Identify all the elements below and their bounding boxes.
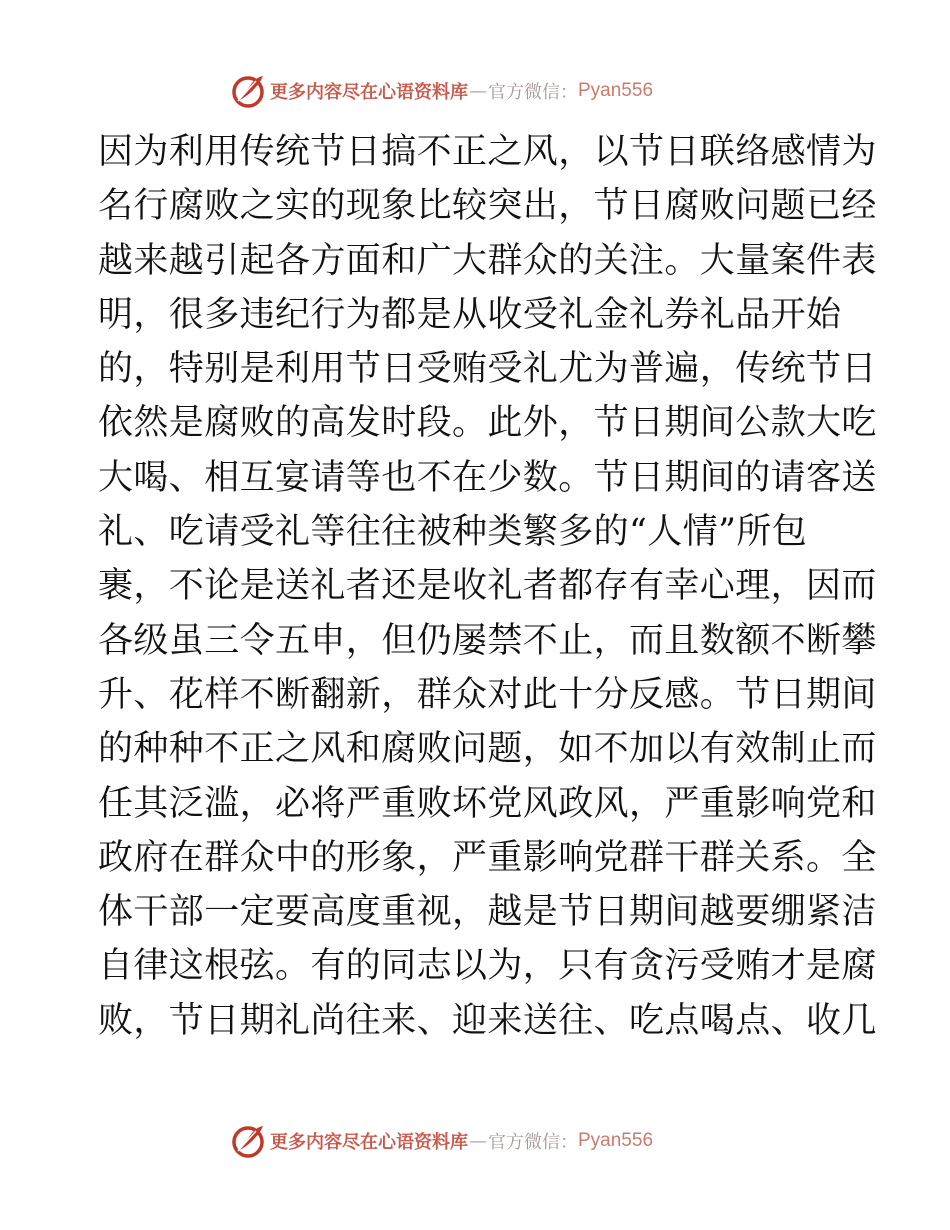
body-line: 名行腐败之实的现象比较突出，节日腐败问题已经 — [98, 186, 877, 227]
body-line: 体干部一定要高度重视，越是节日期间越要绷紧洁 — [98, 892, 877, 933]
header-wechat-label: 官方微信： — [488, 82, 578, 103]
feather-logo-icon — [230, 73, 266, 109]
footer-site-text: 更多内容尽在心语资料库 — [270, 1132, 468, 1153]
body-line: 裹，不论是送礼者还是收礼者都存有幸心理，因而 — [98, 566, 877, 607]
body-line: 礼、吃请受礼等往往被种类繁多的“人情”所包 — [98, 512, 808, 553]
body-line: 越来越引起各方面和广大群众的关注。大量案件表 — [98, 240, 877, 281]
body-line: 政府在群众中的形象，严重影响党群干群关系。全 — [98, 837, 877, 878]
header-wechat-id: Pyan556 — [578, 80, 654, 101]
body-line: 因为利用传统节日搞不正之风，以节日联络感情为 — [98, 132, 877, 172]
body-line: 大喝、相互宴请等也不在少数。节日期间的请客送 — [98, 457, 877, 498]
body-line: 升、花样不断翻新，群众对此十分反感。节日期间 — [98, 674, 877, 715]
header-separator: — — [469, 80, 487, 102]
body-line: 的，特别是利用节日受贿受礼尤为普遍，传统节日 — [98, 349, 877, 390]
body-line: 明，很多违纪行为都是从收受礼金礼券礼品开始 — [98, 294, 842, 335]
body-line: 败，节日期礼尚往来、迎来送往、吃点喝点、收几 — [98, 1000, 877, 1041]
body-line: 任其泛滥，必将严重败坏党风政风，严重影响党和 — [98, 783, 877, 824]
footer-wechat-label: 官方微信： — [488, 1132, 578, 1153]
body-line: 自律这根弦。有的同志以为，只有贪污受贿才是腐 — [98, 946, 877, 987]
body-paragraph — [98, 125, 877, 1048]
footer-separator: — — [469, 1130, 487, 1152]
body-line: 各级虽三令五申，但仍屡禁不止，而且数额不断攀 — [98, 620, 877, 661]
footer-wechat-id: Pyan556 — [578, 1130, 654, 1151]
header-site-text: 更多内容尽在心语资料库 — [270, 82, 468, 103]
feather-logo-icon — [230, 1123, 266, 1159]
header-watermark-banner — [230, 71, 720, 111]
body-line: 的种种不正之风和腐败问题，如不加以有效制止而 — [98, 729, 877, 770]
body-line: 依然是腐败的高发时段。此外，节日期间公款大吃 — [98, 403, 877, 444]
footer-watermark-banner — [230, 1121, 720, 1161]
